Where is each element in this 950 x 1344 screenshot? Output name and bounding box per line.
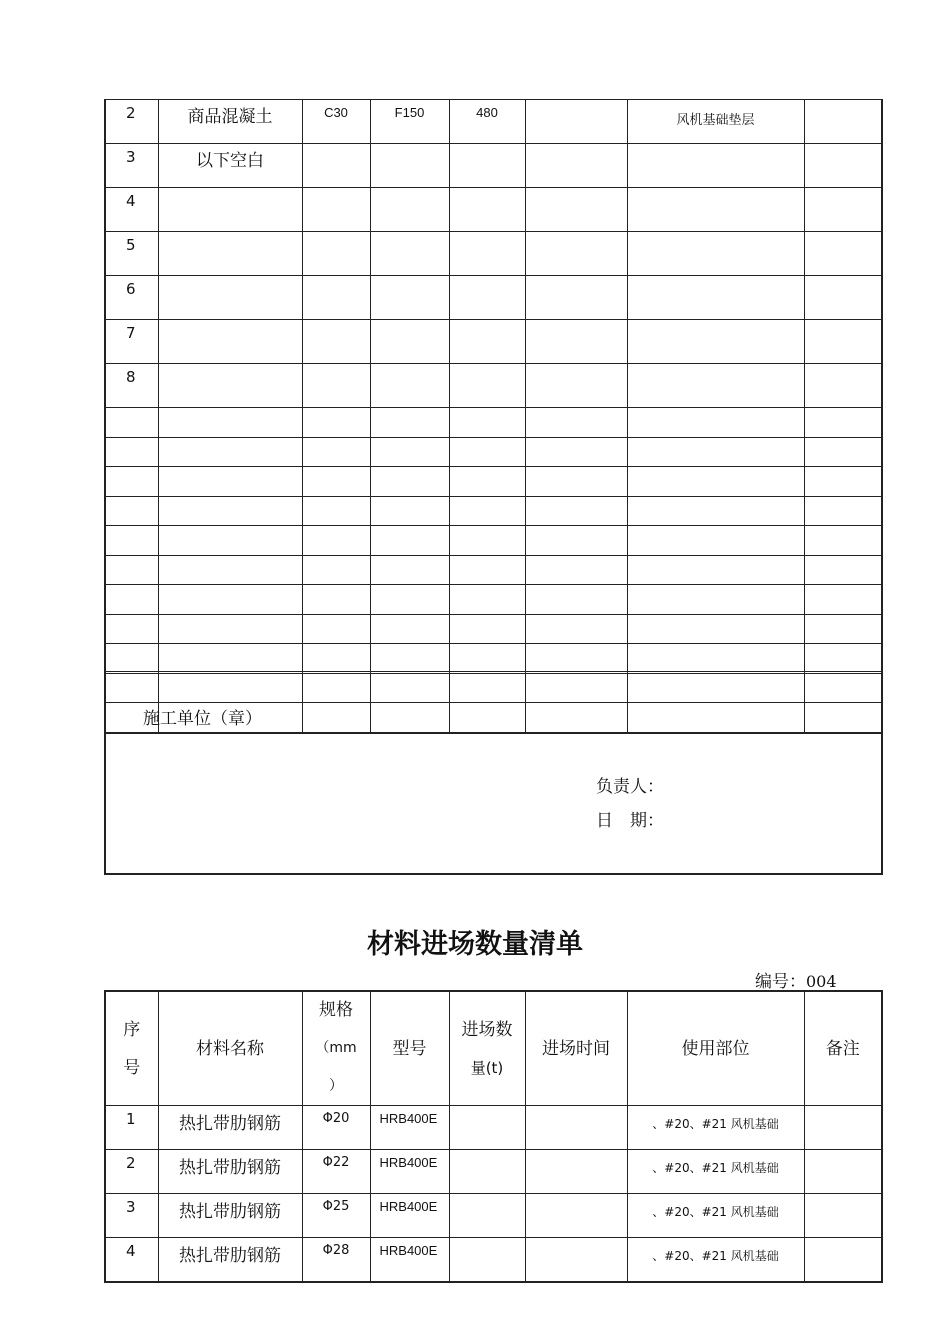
- usage-location: [627, 320, 804, 364]
- material-name: 热扎带肋钢筋: [158, 1238, 302, 1283]
- material-spec: Φ25: [302, 1194, 370, 1238]
- header-name: 材料名称: [158, 991, 302, 1106]
- table-row: [105, 1238, 882, 1283]
- table-row: [105, 1150, 882, 1194]
- material-quantity: [449, 232, 525, 276]
- blank-table-row: [105, 526, 882, 556]
- row-number: 1: [105, 1106, 158, 1150]
- material-quantity: [449, 276, 525, 320]
- blank-table-row: [105, 437, 882, 467]
- blank-table-row: [105, 467, 882, 497]
- material-name: [158, 232, 302, 276]
- remark: [804, 1150, 882, 1194]
- remark: [804, 1106, 882, 1150]
- row-number: 2: [105, 1150, 158, 1194]
- table-row: [105, 232, 882, 276]
- table-row: [105, 1194, 882, 1238]
- material-model: [370, 364, 449, 408]
- table-row: [105, 276, 882, 320]
- header-remark: 备注: [804, 991, 882, 1106]
- material-model: HRB400E: [370, 1106, 449, 1150]
- material-model: [370, 276, 449, 320]
- header-quantity: 进场数 量(t): [449, 991, 525, 1106]
- row-number: 5: [105, 232, 158, 276]
- entry-time: [525, 1194, 627, 1238]
- material-spec: [302, 188, 370, 232]
- table-row: [105, 188, 882, 232]
- material-name: 热扎带肋钢筋: [158, 1194, 302, 1238]
- material-quantity: [449, 320, 525, 364]
- header-time: 进场时间: [525, 991, 627, 1106]
- material-model: [370, 188, 449, 232]
- row-number: 4: [105, 188, 158, 232]
- table-row: [105, 364, 882, 408]
- material-name: 热扎带肋钢筋: [158, 1150, 302, 1194]
- material-model: [370, 320, 449, 364]
- material-quantity: [449, 1106, 525, 1150]
- material-model: F150: [370, 100, 449, 144]
- material-model: HRB400E: [370, 1194, 449, 1238]
- material-model: [370, 144, 449, 188]
- material-quantity: [449, 364, 525, 408]
- material-name: [158, 320, 302, 364]
- usage-location: [627, 276, 804, 320]
- usage-location: 风机基础垫层: [627, 100, 804, 144]
- material-name: [158, 276, 302, 320]
- entry-time: [525, 1238, 627, 1283]
- material-model: HRB400E: [370, 1150, 449, 1194]
- row-number: 2: [105, 100, 158, 144]
- form-code-label: 编号：: [755, 972, 806, 992]
- remark: [804, 144, 882, 188]
- remark: [804, 232, 882, 276]
- material-quantity: [449, 1150, 525, 1194]
- remark: [804, 1238, 882, 1283]
- form-title: 材料进场数量清单: [367, 929, 583, 960]
- blank-table-row: [105, 555, 882, 585]
- material-spec: [302, 232, 370, 276]
- material-name: 以下空白: [158, 144, 302, 188]
- blank-table-row: [105, 644, 882, 674]
- usage-location: 、#20、#21 风机基础: [627, 1238, 804, 1283]
- usage-location: 、#20、#21 风机基础: [627, 1194, 804, 1238]
- entry-time: [525, 100, 627, 144]
- material-quantity: [449, 144, 525, 188]
- row-number: 6: [105, 276, 158, 320]
- usage-location: [627, 188, 804, 232]
- table-row: [105, 144, 882, 188]
- material-entry-body: [105, 1106, 882, 1283]
- material-spec: Φ28: [302, 1238, 370, 1283]
- entry-time: [525, 320, 627, 364]
- header-no: 序 号: [105, 991, 158, 1106]
- row-number: 8: [105, 364, 158, 408]
- remark: [804, 188, 882, 232]
- table-row: [105, 320, 882, 364]
- entry-time: [525, 1150, 627, 1194]
- material-entry-table: [104, 990, 883, 1283]
- header-row: [105, 991, 882, 1106]
- row-number: 3: [105, 1194, 158, 1238]
- usage-location: 、#20、#21 风机基础: [627, 1150, 804, 1194]
- entry-time: [525, 364, 627, 408]
- row-number: 3: [105, 144, 158, 188]
- signature-block: [104, 671, 883, 875]
- remark: [804, 320, 882, 364]
- remark: [804, 100, 882, 144]
- material-quantity: [449, 188, 525, 232]
- remark: [804, 276, 882, 320]
- material-model: [370, 232, 449, 276]
- material-quantity: [449, 1238, 525, 1283]
- form-code-value: 004: [806, 972, 837, 991]
- form-code: [755, 967, 837, 992]
- material-spec: Φ22: [302, 1150, 370, 1194]
- entry-time: [525, 188, 627, 232]
- usage-location: 、#20、#21 风机基础: [627, 1106, 804, 1150]
- date-label: 日 期：: [596, 811, 664, 831]
- responsible-person-label: 负责人：: [596, 777, 664, 797]
- upper-table-body: [105, 100, 882, 733]
- material-spec: [302, 144, 370, 188]
- entry-time: [525, 232, 627, 276]
- construction-unit-label: 施工单位（章）: [143, 709, 262, 729]
- entry-time: [525, 144, 627, 188]
- material-name: [158, 364, 302, 408]
- entry-time: [525, 1106, 627, 1150]
- material-name: 商品混凝土: [158, 100, 302, 144]
- blank-table-row: [105, 585, 882, 615]
- material-name: 热扎带肋钢筋: [158, 1106, 302, 1150]
- row-number: 7: [105, 320, 158, 364]
- material-spec: Φ20: [302, 1106, 370, 1150]
- material-quantity: [449, 1194, 525, 1238]
- blank-table-row: [105, 408, 882, 438]
- table-row: [105, 1106, 882, 1150]
- usage-location: [627, 144, 804, 188]
- header-model: 型号: [370, 991, 449, 1106]
- material-spec: [302, 364, 370, 408]
- remark: [804, 364, 882, 408]
- material-spec: [302, 276, 370, 320]
- material-name: [158, 188, 302, 232]
- material-model: HRB400E: [370, 1238, 449, 1283]
- table-row: [105, 100, 882, 144]
- material-quantity: 480: [449, 100, 525, 144]
- header-location: 使用部位: [627, 991, 804, 1106]
- remark: [804, 1194, 882, 1238]
- usage-location: [627, 232, 804, 276]
- upper-material-table: [104, 99, 883, 734]
- usage-location: [627, 364, 804, 408]
- entry-time: [525, 276, 627, 320]
- blank-table-row: [105, 496, 882, 526]
- header-spec: 规格 （mm ）: [302, 991, 370, 1106]
- table-header: [105, 991, 882, 1106]
- material-spec: C30: [302, 100, 370, 144]
- row-number: 4: [105, 1238, 158, 1283]
- blank-table-row: [105, 614, 882, 644]
- material-spec: [302, 320, 370, 364]
